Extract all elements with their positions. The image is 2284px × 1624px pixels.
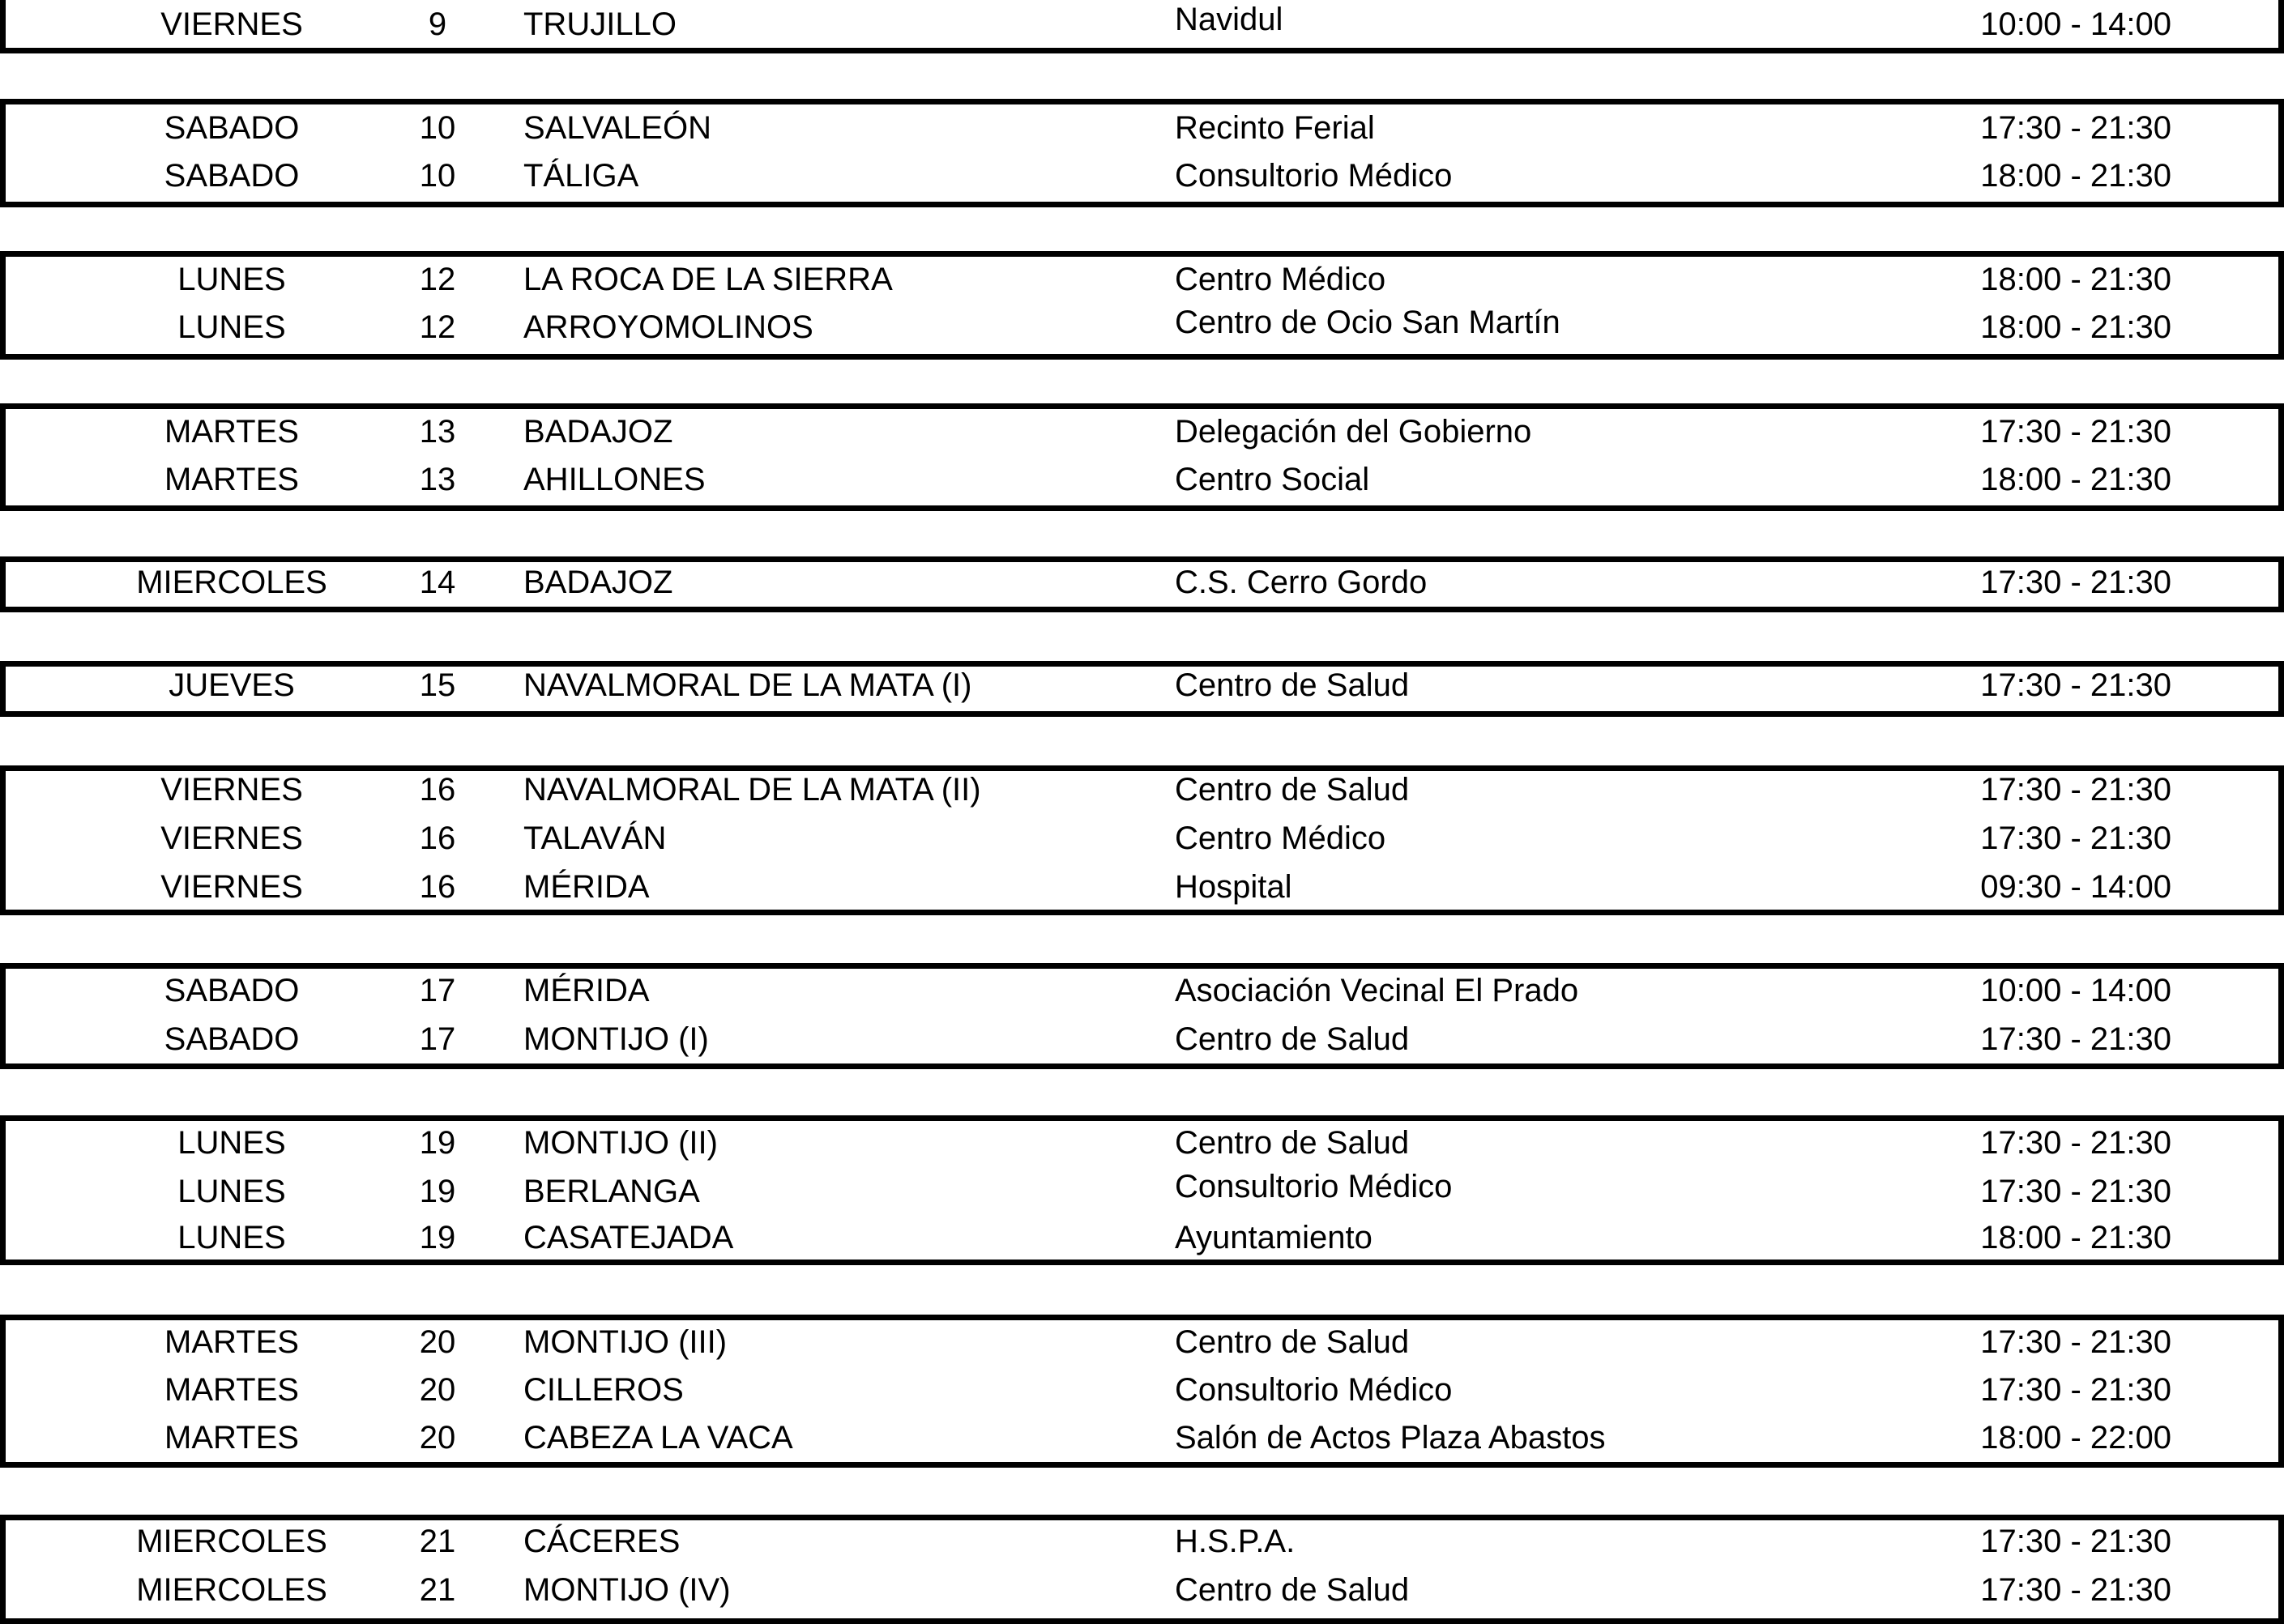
schedule-row — [0, 459, 2284, 500]
date-cell: 12 — [419, 309, 456, 345]
hours-cell: 17:30 - 21:30 — [1980, 110, 2171, 146]
place-cell: Ayuntamiento — [1175, 1220, 1373, 1255]
town-cell: LA ROCA DE LA SIERRA — [523, 262, 893, 297]
town-cell: SALVALEÓN — [523, 110, 711, 146]
date-cell: 15 — [419, 667, 456, 703]
schedule-row — [0, 562, 2284, 603]
date-cell: 21 — [419, 1572, 456, 1608]
day-cell: LUNES — [177, 262, 286, 297]
place-cell: Recinto Ferial — [1175, 110, 1375, 146]
day-cell: MARTES — [164, 1372, 299, 1408]
schedule-row — [0, 411, 2284, 452]
date-cell: 19 — [419, 1125, 456, 1161]
hours-cell: 17:30 - 21:30 — [1980, 1572, 2171, 1608]
place-cell: C.S. Cerro Gordo — [1175, 565, 1428, 600]
day-cell: SABADO — [164, 158, 300, 194]
schedule-row — [0, 1370, 2284, 1410]
town-cell: NAVALMORAL DE LA MATA (II) — [523, 772, 981, 808]
day-cell: MARTES — [164, 462, 299, 497]
place-cell: Consultorio Médico — [1175, 158, 1453, 194]
town-cell: CILLEROS — [523, 1372, 684, 1408]
day-cell: VIERNES — [160, 869, 303, 905]
date-cell: 20 — [419, 1324, 456, 1360]
schedule-row — [0, 1217, 2284, 1258]
place-cell: Centro de Salud — [1175, 1572, 1410, 1608]
place-cell: Delegación del Gobierno — [1175, 414, 1532, 450]
town-cell: TALAVÁN — [523, 821, 667, 856]
place-cell: H.S.P.A. — [1175, 1524, 1296, 1559]
day-cell: SABADO — [164, 110, 300, 146]
hours-cell: 17:30 - 21:30 — [1980, 565, 2171, 600]
date-cell: 19 — [419, 1174, 456, 1209]
town-cell: CASATEJADA — [523, 1220, 734, 1255]
town-cell: BADAJOZ — [523, 414, 673, 450]
schedule-row — [0, 1123, 2284, 1163]
schedule-row — [0, 4, 2284, 45]
schedule-row — [0, 108, 2284, 148]
day-cell: VIERNES — [160, 772, 303, 808]
schedule-row — [0, 1019, 2284, 1059]
day-cell: MARTES — [164, 1420, 299, 1456]
schedule-row — [0, 1322, 2284, 1362]
hours-cell: 18:00 - 21:30 — [1980, 262, 2171, 297]
place-cell: Centro de Salud — [1175, 1125, 1410, 1161]
schedule-row — [0, 769, 2284, 810]
day-cell: LUNES — [177, 309, 286, 345]
hours-cell: 18:00 - 21:30 — [1980, 158, 2171, 194]
town-cell: MÉRIDA — [523, 869, 650, 905]
hours-cell: 17:30 - 21:30 — [1980, 1372, 2171, 1408]
day-cell: SABADO — [164, 1021, 300, 1057]
date-cell: 16 — [419, 772, 456, 808]
town-cell: MONTIJO (III) — [523, 1324, 728, 1360]
date-cell: 21 — [419, 1524, 456, 1559]
hours-cell: 10:00 - 14:00 — [1980, 973, 2171, 1008]
schedule-row — [0, 307, 2284, 347]
place-cell: Consultorio Médico — [1175, 1372, 1453, 1408]
hours-cell: 17:30 - 21:30 — [1980, 1524, 2171, 1559]
schedule-row — [0, 1171, 2284, 1212]
day-cell: LUNES — [177, 1220, 286, 1255]
place-cell: Hospital — [1175, 869, 1292, 905]
town-cell: NAVALMORAL DE LA MATA (I) — [523, 667, 972, 703]
date-cell: 13 — [419, 414, 456, 450]
hours-cell: 18:00 - 21:30 — [1980, 1220, 2171, 1255]
hours-cell: 17:30 - 21:30 — [1980, 414, 2171, 450]
date-cell: 16 — [419, 821, 456, 856]
day-cell: SABADO — [164, 973, 300, 1008]
day-cell: MIERCOLES — [136, 1572, 327, 1608]
town-cell: MONTIJO (IV) — [523, 1572, 731, 1608]
hours-cell: 10:00 - 14:00 — [1980, 6, 2171, 42]
town-cell: TÁLIGA — [523, 158, 639, 194]
schedule-row — [0, 867, 2284, 907]
schedule-row — [0, 1570, 2284, 1610]
date-cell: 9 — [428, 6, 447, 42]
date-cell: 19 — [419, 1220, 456, 1255]
day-cell: LUNES — [177, 1125, 286, 1161]
place-cell: Salón de Actos Plaza Abastos — [1175, 1420, 1606, 1456]
hours-cell: 18:00 - 21:30 — [1980, 462, 2171, 497]
schedule-row — [0, 665, 2284, 705]
day-cell: VIERNES — [160, 821, 303, 856]
place-cell: Consultorio Médico — [1175, 1169, 1453, 1204]
hours-cell: 17:30 - 21:30 — [1980, 772, 2171, 808]
hours-cell: 17:30 - 21:30 — [1980, 1125, 2171, 1161]
date-cell: 13 — [419, 462, 456, 497]
day-cell: MIERCOLES — [136, 565, 327, 600]
place-cell: Centro Médico — [1175, 821, 1386, 856]
place-cell: Centro Médico — [1175, 262, 1386, 297]
schedule-row — [0, 1417, 2284, 1458]
schedule-row — [0, 818, 2284, 859]
town-cell: CABEZA LA VACA — [523, 1420, 793, 1456]
town-cell: MONTIJO (II) — [523, 1125, 718, 1161]
hours-cell: 18:00 - 22:00 — [1980, 1420, 2171, 1456]
day-cell: MARTES — [164, 414, 299, 450]
schedule-row — [0, 1521, 2284, 1562]
date-cell: 10 — [419, 158, 456, 194]
town-cell: CÁCERES — [523, 1524, 681, 1559]
date-cell: 12 — [419, 262, 456, 297]
schedule-row — [0, 970, 2284, 1011]
date-cell: 20 — [419, 1372, 456, 1408]
place-cell: Centro de Salud — [1175, 1021, 1410, 1057]
date-cell: 17 — [419, 973, 456, 1008]
day-cell: VIERNES — [160, 6, 303, 42]
hours-cell: 17:30 - 21:30 — [1980, 1021, 2171, 1057]
place-cell: Centro Social — [1175, 462, 1370, 497]
day-cell: JUEVES — [169, 667, 295, 703]
place-cell: Centro de Salud — [1175, 772, 1410, 808]
place-cell: Navidul — [1175, 2, 1283, 37]
place-cell: Centro de Salud — [1175, 667, 1410, 703]
schedule-row — [0, 156, 2284, 196]
hours-cell: 17:30 - 21:30 — [1980, 1174, 2171, 1209]
place-cell: Centro de Salud — [1175, 1324, 1410, 1360]
hours-cell: 18:00 - 21:30 — [1980, 309, 2171, 345]
schedule-row — [0, 259, 2284, 300]
town-cell: MÉRIDA — [523, 973, 650, 1008]
date-cell: 14 — [419, 565, 456, 600]
day-cell: LUNES — [177, 1174, 286, 1209]
town-cell: ARROYOMOLINOS — [523, 309, 813, 345]
hours-cell: 17:30 - 21:30 — [1980, 667, 2171, 703]
hours-cell: 17:30 - 21:30 — [1980, 821, 2171, 856]
hours-cell: 09:30 - 14:00 — [1980, 869, 2171, 905]
date-cell: 16 — [419, 869, 456, 905]
day-cell: MIERCOLES — [136, 1524, 327, 1559]
place-cell: Asociación Vecinal El Prado — [1175, 973, 1579, 1008]
place-cell: Centro de Ocio San Martín — [1175, 305, 1560, 340]
town-cell: AHILLONES — [523, 462, 706, 497]
hours-cell: 17:30 - 21:30 — [1980, 1324, 2171, 1360]
date-cell: 20 — [419, 1420, 456, 1456]
town-cell: BADAJOZ — [523, 565, 673, 600]
date-cell: 10 — [419, 110, 456, 146]
town-cell: BERLANGA — [523, 1174, 700, 1209]
town-cell: TRUJILLO — [523, 6, 677, 42]
day-cell: MARTES — [164, 1324, 299, 1360]
town-cell: MONTIJO (I) — [523, 1021, 709, 1057]
date-cell: 17 — [419, 1021, 456, 1057]
